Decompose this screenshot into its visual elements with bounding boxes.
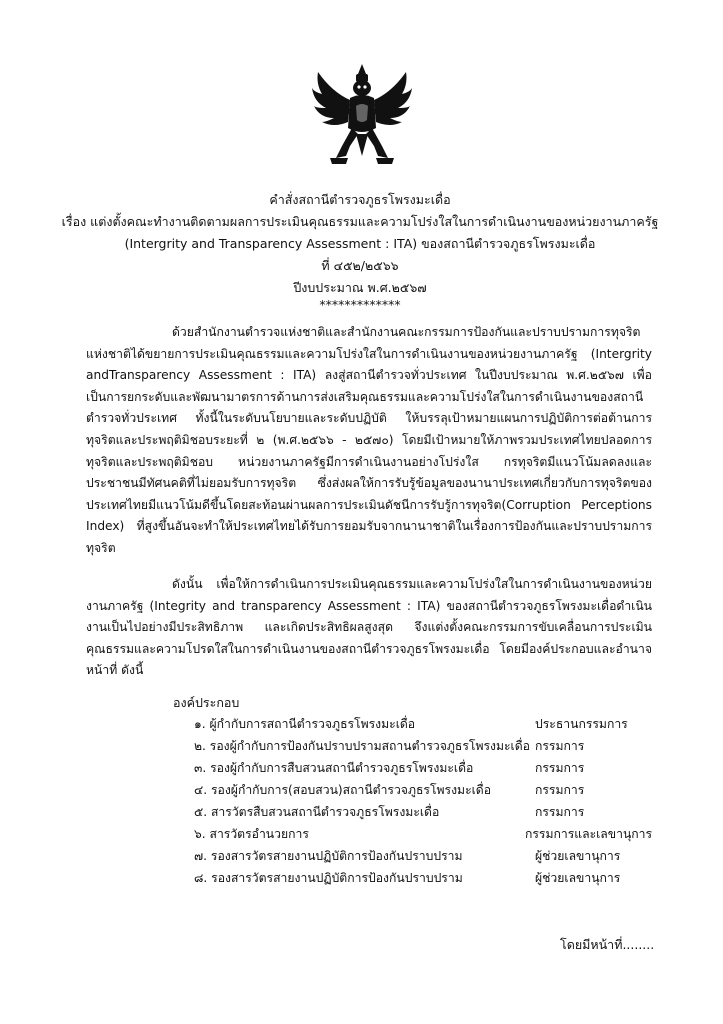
- member-position: รองสารวัตรสายงานปฏิบัติการป้องกันปราบปราม: [210, 849, 463, 863]
- member-role: ผู้ช่วยเลขานุการ: [535, 849, 621, 863]
- member-role: กรรมการ: [535, 783, 585, 797]
- member-row: [194, 759, 664, 779]
- member-row: [194, 869, 664, 889]
- garuda-emblem-icon: [312, 62, 412, 170]
- member-number: ๒.: [194, 739, 206, 753]
- member-position: ผู้กำกับการสถานีตำรวจภูธรโพรงมะเดื่อ: [209, 717, 416, 731]
- order-number: ที่ ๔๕๒/๒๕๖๖: [321, 258, 399, 273]
- member-number: ๘.: [194, 871, 208, 885]
- order-title: คำสั่งสถานีตำรวจภูธรโพรงมะเดื่อ: [269, 192, 451, 207]
- member-row: [194, 803, 664, 823]
- member-row: [194, 847, 664, 867]
- member-row: [194, 737, 664, 757]
- member-role: กรรมการ: [535, 739, 585, 753]
- member-position: รองสารวัตรสายงานปฏิบัติการป้องกันปราบปราม: [211, 871, 463, 885]
- member-role: กรรมการและเลขานุการ: [525, 827, 653, 841]
- paragraph-2: ดังนั้น เพื่อให้การดำเนินการประเมินคุณธรรมและความโปร่งใสในการดำเนินงานของหน่วยงานภาครัฐ (Integrity and transparency Assessment : ITA) ของสถานีตำรวจภูธรโพรงมะเดื่อดำเนินงานเป็นไปอย่างมีประสิทธิภาพ และเกิดประสิทธิผลสูงสุด จึงแต่งตั้งคณะกรรมการขับเคลื่อนการประเมินคุณธรรมและความโปรดใสในการดำเนินงานของสถานีตำรวจภูธรโพรงมะเดื่อ โดยมีองค์ประกอบและอำนาจหน้าที่ ดังนี้: [86, 577, 652, 678]
- paragraph-1: ด้วยสำนักงานตำรวจแห่งชาติและสำนักงานคณะกรรมการป้องกันและปราบปรามการทุจริตแห่งชาติได้ขยายการประเมินคุณธรรมและความโปร่งใสในการดำเนินงานของหน่วยงานภาครัฐ (Intergrity andTransparency Assessment : ITA) ลงสู่สถานีตำรวจทั่วประเทศ ในปีงบประมาณ พ.ศ.๒๕๖๗ เพื่อเป็นการยกระดับและพัฒนามาตรการด้านการส่งเสริมคุณธรรมและความโปร่งใสในการดำเนินงานของสถานีตำรวจทั่วประเทศ ทั้งนี้ในระดับนโยบายและระดับปฏิบัติ ให้บรรลุเป้าหมายแผนการปฏิบัติการต่อต้านการทุจริตและประพฤติมิชอบระยะที่ ๒ (พ.ศ.๒๕๖๖ - ๒๕๗๐) โดยมีเป้าหมายให้ภาพรวมประเทศไทยปลอดการทุจริตและประพฤติมิชอบ หน่วยงานภาครัฐมีการดำเนินงานอย่างโปร่งใส กรทุจริตมีแนวโน้มลดลงและประชาชนมีทัศนคติที่ไม่ยอมรับการทุจริต ซึ่งส่งผลให้การรับรู้ข้อมูลของนานาประเทศเกี่ยวกับการทุจริตของประเทศไทยมีแนวโน้มดีขึ้นโดยสะท้อนผ่านผลการประเมินดัชนีการรับรู้การทุจริต(Corruption Perceptions Index) ที่สูงขึ้นอันจะทำให้ประเทศไทยได้รับการยอมรับจากนานาชาติในเรื่องการป้องกันและปราบปรามการทุจริต: [86, 325, 652, 555]
- member-number: ๓.: [194, 761, 207, 775]
- member-row: [194, 715, 664, 735]
- member-number: ๑.: [194, 717, 206, 731]
- continue-text: โดยมีหน้าที่........: [560, 937, 655, 952]
- stars-divider: *************: [319, 297, 401, 312]
- member-number: ๕.: [194, 805, 208, 819]
- member-number: ๗.: [194, 849, 208, 863]
- member-number: ๔.: [194, 783, 208, 797]
- member-position: รองผู้กำกับการสืบสวนสถานีตำรวจภูธรโพรงมะเดื่อ: [210, 761, 474, 775]
- member-role: ผู้ช่วยเลขานุการ: [535, 871, 621, 885]
- subject-line-2: (Intergrity and Transparency Assessment : ITA) ของสถานีตำรวจภูธรโพรงมะเดื่อ: [124, 236, 596, 251]
- member-row: [194, 781, 664, 801]
- member-role: กรรมการ: [535, 805, 585, 819]
- member-row: [194, 825, 664, 845]
- subject-line: เรื่อง แต่งตั้งคณะทำงานติดตามผลการประเมินคุณธรรมและความโปร่งใสในการดำเนินงานของหน่วยงานภาครัฐ: [61, 214, 659, 229]
- member-role: ประธานกรรมการ: [535, 717, 628, 731]
- member-position: สารวัตรอำนวยการ: [209, 827, 309, 841]
- composition-heading: องค์ประกอบ: [173, 695, 240, 710]
- member-position: รองผู้กำกับการป้องกันปราบปรามสถานตำรวจภูธรโพรงมะเดื่อ: [209, 739, 530, 753]
- member-position: รองผู้กำกับการ(สอบสวน)สถานีตำรวจภูธรโพรงมะเดื่อ: [210, 783, 492, 797]
- member-position: สารวัตรสืบสวนสถานีตำรวจภูธรโพรงมะเดื่อ: [210, 805, 440, 819]
- fiscal-year: ปีงบประมาณ พ.ศ.๒๕๖๗: [293, 280, 427, 295]
- member-role: กรรมการ: [535, 761, 585, 775]
- member-number: ๖.: [194, 827, 206, 841]
